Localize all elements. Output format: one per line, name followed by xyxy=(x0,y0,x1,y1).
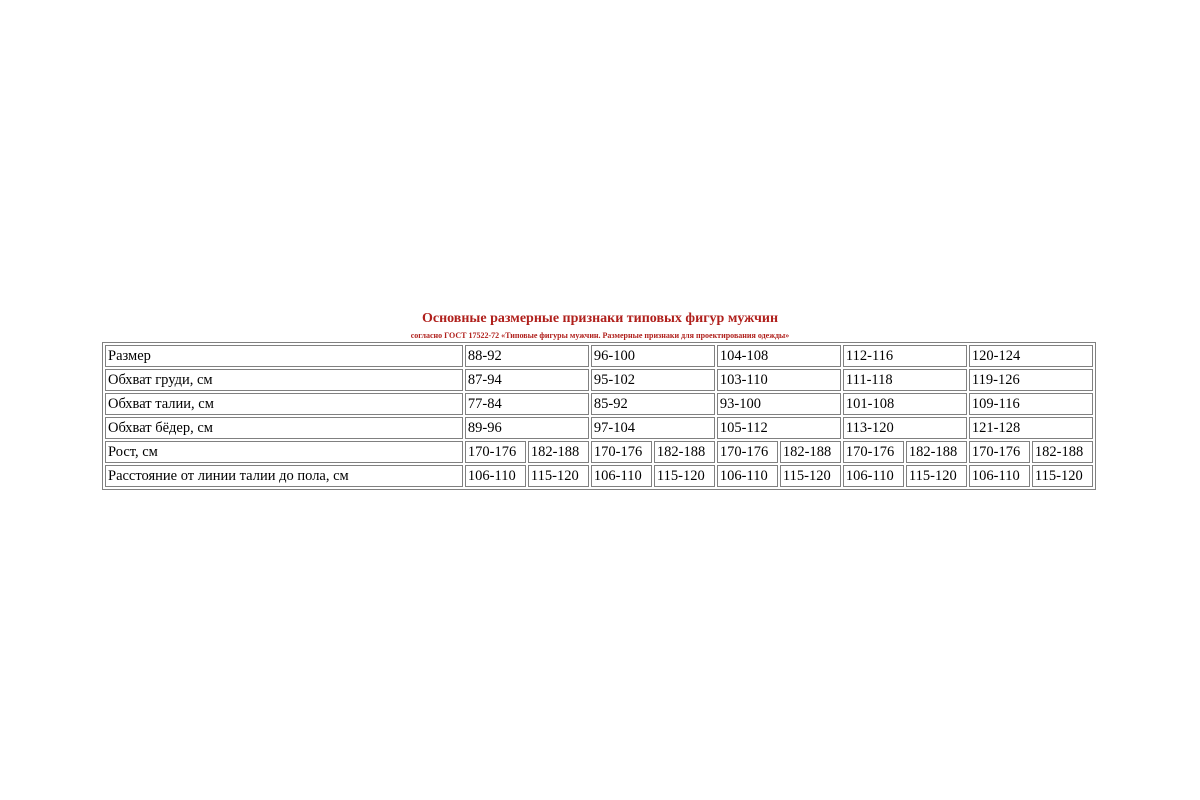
table-cell: 109-116 xyxy=(969,393,1093,415)
table-cell: 85-92 xyxy=(591,393,715,415)
table-cell: 77-84 xyxy=(465,393,589,415)
table-cell: 115-120 xyxy=(528,465,589,487)
page-subtitle: согласно ГОСТ 17522-72 «Типовые фигуры мужчин. Размерные признаки для проектирования одежды» xyxy=(410,331,790,340)
table-cell: 106-110 xyxy=(843,465,904,487)
table-cell: 115-120 xyxy=(1032,465,1093,487)
table-cell: 106-110 xyxy=(717,465,778,487)
table-cell: 105-112 xyxy=(717,417,841,439)
table-cell: 182-188 xyxy=(654,441,715,463)
table-cell: 182-188 xyxy=(1032,441,1093,463)
table-row-size xyxy=(105,345,1093,367)
table-row-height xyxy=(105,441,1093,463)
table-cell: 97-104 xyxy=(591,417,715,439)
row-label-size: Размер xyxy=(105,345,463,367)
table-cell: 115-120 xyxy=(654,465,715,487)
table-cell: 96-100 xyxy=(591,345,715,367)
table-cell: 170-176 xyxy=(465,441,526,463)
table-cell: 121-128 xyxy=(969,417,1093,439)
table-cell: 170-176 xyxy=(969,441,1030,463)
row-label-chest: Обхват груди, см xyxy=(105,369,463,391)
table-cell: 113-120 xyxy=(843,417,967,439)
table-cell: 87-94 xyxy=(465,369,589,391)
table-cell: 170-176 xyxy=(717,441,778,463)
table-cell: 115-120 xyxy=(780,465,841,487)
table-row-waist xyxy=(105,393,1093,415)
table-cell: 106-110 xyxy=(969,465,1030,487)
table-cell: 89-96 xyxy=(465,417,589,439)
page-title: Основные размерные признаки типовых фигур мужчин xyxy=(421,311,779,326)
table-cell: 170-176 xyxy=(591,441,652,463)
table-row-chest xyxy=(105,369,1093,391)
table-cell: 119-126 xyxy=(969,369,1093,391)
table-cell: 170-176 xyxy=(843,441,904,463)
table-cell: 112-116 xyxy=(843,345,967,367)
table-cell: 95-102 xyxy=(591,369,715,391)
table-cell: 103-110 xyxy=(717,369,841,391)
table-cell: 182-188 xyxy=(906,441,967,463)
table-cell: 106-110 xyxy=(591,465,652,487)
table-row-waist-to-floor xyxy=(105,465,1093,487)
row-label-hips: Обхват бёдер, см xyxy=(105,417,463,439)
table-cell: 120-124 xyxy=(969,345,1093,367)
row-label-waist-to-floor: Расстояние от линии талии до пола, см xyxy=(105,465,463,487)
table-cell: 93-100 xyxy=(717,393,841,415)
table-cell: 182-188 xyxy=(780,441,841,463)
table-cell: 115-120 xyxy=(906,465,967,487)
table-cell: 101-108 xyxy=(843,393,967,415)
table-row-hips xyxy=(105,417,1093,439)
table-cell: 106-110 xyxy=(465,465,526,487)
table-cell: 182-188 xyxy=(528,441,589,463)
table-cell: 111-118 xyxy=(843,369,967,391)
row-label-height: Рост, см xyxy=(105,441,463,463)
row-label-waist: Обхват талии, см xyxy=(105,393,463,415)
table-cell: 104-108 xyxy=(717,345,841,367)
size-table xyxy=(102,342,1096,490)
table-cell: 88-92 xyxy=(465,345,589,367)
